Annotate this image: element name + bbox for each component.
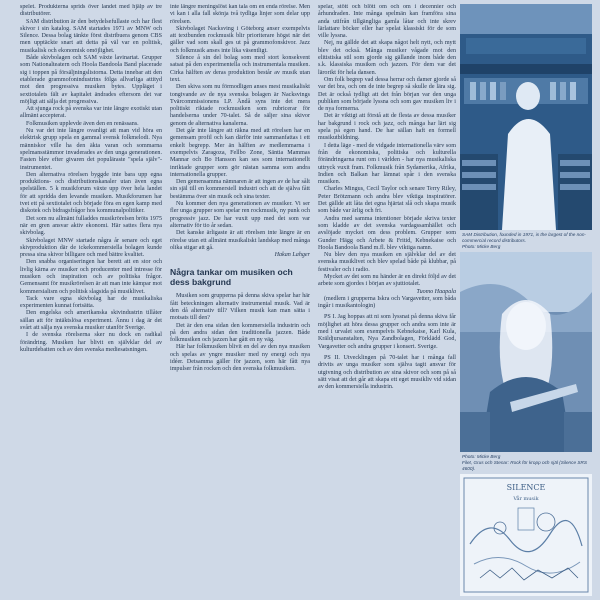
text-column-1 (20, 4, 162, 596)
cover-subtitle: Vår musik (513, 496, 539, 502)
text-column-3 (318, 4, 456, 596)
paragraph: Charles Mingus, Cecil Taylor och senare Terry Riley, Peter Brötzmann och andra blev viktiga inspiratörer. Det gällde att låta det egna hjärtat slå och skapa musik som både var ärlig och fri. (318, 186, 456, 215)
paragraph: Musiken som grupperna på denna skiva spelar har här fått beteckningen alternativ instrumental musik. Vad är den då alternativ till? Vilken musik kan man sätta i motsats till den? (170, 293, 310, 322)
paragraph: Det är viktigt att förstå att de flesta av dessa musiker har bakgrund i rock och jazz, och många har lärt sig spela på egen hand. De har sällan haft en formell musikutbildning. (318, 113, 456, 142)
paragraph: Nu kommer den nya generationen av musiker. Vi ser fler unga grupper som spelar ren rockmusik, ny punk och progressiv jazz. De har vuxit upp med det som var alternativ för tio år sedan. (170, 201, 310, 229)
text-column-2 (170, 4, 310, 596)
paragraph: Skivbolaget MNW startade några år senare och eget skivproduktion där de ickekommersiella bolagen kunde pressa sina skivor billigare och med bättre kvalitet. (20, 237, 162, 259)
postscript: PS II. Utvecklingen på 70-talet har i många fall drivits av unga musiker som själva tagit ansvar för utgivning och distribution av sina skivor och som på så sätt visat att det går att skapa ett eget musikliv vid sidan av den kommersiella industrin. (318, 354, 456, 391)
paragraph: Den alternativa rörelsen byggde inte bara upp egna produktions- och distributionskanaler utan även egna spelställen. 5 k musikforum växte upp över hela landet för att spridda den levande musiken. Musikforumen har tvet ett på sextiotalet och började föra en egen kamp med diskotek och bidragsfrågor hos kommunalpolitiker. (20, 171, 162, 215)
caption-text: SAM Distribution, founded in 1971, is the largest of the non-commercial record distributors. (462, 232, 587, 243)
photo-credit: Photo: Micke Berg (462, 454, 501, 459)
photo-credit: Photo: Micke Berg (462, 243, 501, 249)
photo-musician (460, 252, 592, 452)
paragraph: Både skivbolagen och SAM växte lavinartat. Grupper som Nationalteatern och Hoola Bandoola Band placerade sig i toppen på försäljningslistorna. Detta innebar att den etablerade grammofonindustrins fölga allvarliga attityd mot den progressiva musiken bytes. Uppläget i sextiotalets fält av kapitalet ändrades eftersom det var möjligt att sälja det progressiva. (20, 55, 162, 105)
paragraph: Här har folkmusiken blivit en del av den nya musiken och spelas av yngre musiker med ny energi och nya idéer. Detsamma gäller för jazzen, som här fått nya impulser från rocken och den svenska folkmusiken. (170, 344, 310, 373)
photo-image (460, 474, 592, 596)
paragraph: Mycket av det som nu händer är en direkt följd av det arbete som gjordes i början av sjuttiotalet. (318, 273, 456, 288)
section-heading: Några tankar om musiken och dess bakgrund (170, 267, 293, 288)
caption-text: Filet, Grus och Stenar: Rock för kropp och själ (Silence SRS 4600). (462, 459, 588, 471)
photo-caption (462, 454, 592, 471)
paragraph: Folkmusiken upplevde även den en renässans. (26, 120, 139, 127)
paragraph: Att sjunga rock på svenska var inte längre exotiskt utan allmänt accepterat. (20, 106, 162, 120)
paragraph: Nu blev den nya musiken en självklar del av det svenska musiklivet och blev spelad både på klubbar, på festivaler och i radio. (318, 252, 456, 273)
photo-image (460, 4, 592, 230)
paragraph: Den gemensamma nämnaren är att ingen av de har sålt sin själ till en kommersiell industri och att de själva fått bestämma över sin musik och sina texter. (170, 179, 310, 200)
photo-caption (462, 232, 592, 249)
paragraph: Andra med samma intentioner började skriva texter som kladde av det svenska vardagssamhället och avslöjade mycket om dess problem. Grupper som Gunder Hägg och Arbete & Fritid, Kebnekaise och Hoola Bandoola Band m.fl. blev viktiga namn. (318, 215, 456, 251)
postscript: PS I. Jag hoppas att ni som lyssnat på denna skiva får möjlighet att höra dessa grupper och andra som inte är med i urvalet som exempelvis Kebnekaise, Karl Kula, Kräldjursanstalten, Nya Zandbolagen, Förklädd God, Vargavetter och andra grupper i konsert. Sverige. (318, 314, 456, 350)
paragraph: Nu var det inte längre ovanligt att man vid höra en elektrisk grupp spela en gammal svensk folkmelodi. Nya människor ville ha den äkta varan och sommarna spelmansstämmor invaderades av den unga generationen. Fasten blev efter givaren det populäraste "spela själv"-instrumentet. (20, 128, 162, 171)
paragraph: I de svenska rörelserna sker nu dock en radikal förändring. Musiken har blivit en självklar del av kulturdebatten och av den svenska mediesatsningen. (20, 332, 162, 353)
paragraph: Om folk begrep vad dessa herrar och damer gjorde så var det bra, och om de inte begrep så skulle de lära sig. Det är också tydligt att det från början var den unga publiken som började lyssna och som gav musiken liv i de nya formerna. (318, 76, 456, 113)
album-cover-image (460, 474, 592, 596)
photo-image (460, 252, 592, 452)
author-byline: (medlem i grupperna Iskra och Vargavetter, som båda ingår i musikantologin) (318, 295, 456, 310)
paragraph: Den engelska och amerikanska skivindustrin tillåter sällan att för intäktslösa experiment. Ännu i dag är det svårt att sälja nya svenska musiker utanför Sverige. (20, 310, 162, 332)
paragraph: SAM distribution är den betydelsefullaste och har flest skivor i sin katalog. SAM startades 1971 av MNW och Silence. Dessa bolag tänkte först distribuera genom CBS men upptäckte snart att detta på väl var en politisk, musikalisk och ekonomisk omöjlighet. (20, 18, 162, 54)
paragraph: Det som nu allmänt fulladdes musikrörelsen bröts 1975 när en gren ansvar aktiv ekonomi. Här sattes flera nya skivbolag. (20, 215, 162, 237)
paragraph: spelet. Produkterna sprids över landet med hjälp av tre distributörer. (20, 4, 162, 18)
paragraph: I detta läge - med de vidgade internationella värv som från de ekonomiska, politiska och kulturella förändringarna runt om i världen - har nya musikaliska uttryck vuxit fram. Folkmusik från Sydamerika, Afrika, Indien och Balkan har lämnat spår i den svenska musiken. (318, 142, 456, 186)
cover-title: SILENCE (506, 483, 546, 492)
paragraph: spelar, stött och blött om och om i decennier och århundraden. Inte många spelmän kan framföra sina anda utifrån tillgängliga gamla låtar och inte skrev lärlattare böcker eller har spelat klassiskt för de som ville lyssna. (318, 4, 456, 40)
paragraph: Det kanske ärligaste är att rörelsen inte längre är en rörelse utan ett allmänt musikaliskt landskap med många olika stigar att gå. (170, 230, 310, 251)
paragraph: Tack vare egna skivbolag har de musikaliska experimenten kunnat fortsätta. (20, 295, 162, 310)
paragraph: Skivbolaget Nacksving i Göteborg anser exempelvis att textbunden rockmusik blir prioriterare högst när det gäller vad som skall ges ut på grammofonskivor. Jazz och folkmusik anses inte lika väsentligt. (170, 25, 310, 54)
photo-sam-distribution (460, 4, 592, 230)
author-signature: Hakan Lahger (274, 252, 310, 259)
author-signature: Tuomo Haapala (416, 288, 456, 295)
paragraph: Silence å sin del bolag som med stort konsekvent satsat på den experimentella och instrumentala musiken. Cirka hälften av deras produktion består av musik utan text. (170, 55, 310, 83)
paragraph: inte längre meningslöst kan tala om en enda rörelse. Men vi kan i alla fall skönja två tydliga linjer som delar upp rörelsen. (170, 4, 310, 25)
paragraph: Nej, nu gällde det att skapa något helt nytt, och mytt blev det också. Många musiker vågade mot den elitistiska stil som gjorde sig gällande inom både den s.k. klassiska musiken och jazzen. För dem var det lärorikt för hela dansen. (318, 40, 456, 76)
paragraph: Den skiva som nu förmodligen anses mest musikaliskt tongivande av de nya svenska bolagen är Nacksvings Tvärcommissionens LP. Ändå syns inte det mera politiskt riktade rockmusiken som rubricerar för handelserna under 70-talet. Så de säljer sina skivor genom de alternativa kanalerna. (170, 84, 310, 127)
paragraph: Det är den ena sidan den kommersiella industrin och på den andra sidan den traditionella jazzen. Både folkmusiken och jazzen har gått en ny väg. (170, 322, 310, 344)
paragraph: Den snabba organiseringen har berett att en stor och livlig kärna av musiker och producenter med intresse för musiken och inspiration och av politiska frågor. Gemensamt för musikrörelsen är att man inte kämpar mot kommersialism och politisk slagsida på musiklivet. (20, 259, 162, 295)
paragraph: Det går inte längre att räkna med att rörelsen har en gemensam profil och kan därför inte sammanfattas i ett enkelt begrepp. Mer än hälften av medlemmarna i exempelvis Zaragoza, Fellbo Zone, Säntia Mammas Mannar och Bo Hansson kan ses som internationellt inriktade grupper som gör nästan samma som andra internationella grupper. (170, 128, 310, 178)
